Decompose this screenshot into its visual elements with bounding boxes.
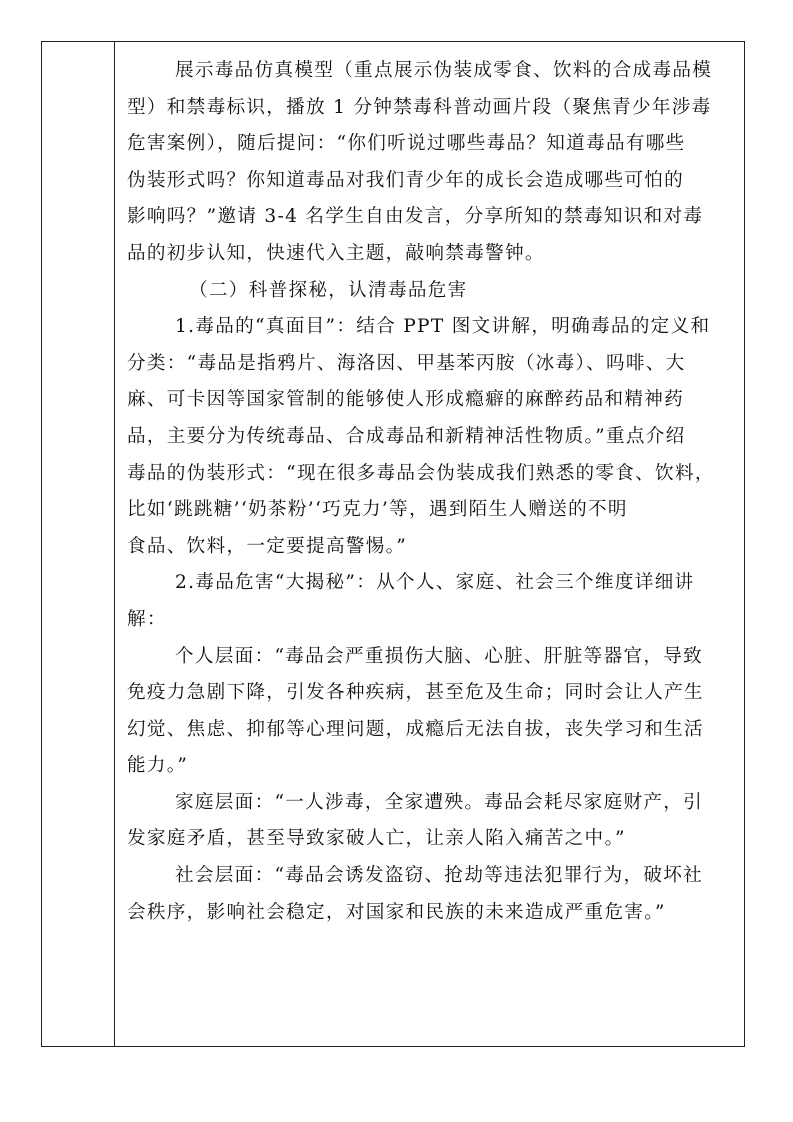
text-line: 分类：“毒品是指鸦片、海洛因、甲基苯丙胺（冰毒）、吗啡、大 xyxy=(127,352,686,374)
text-line: 会秩序，影响社会稳定，对国家和民族的未来造成严重危害。” xyxy=(127,901,666,923)
text-line: 品，主要分为传统毒品、合成毒品和新精神活性物质。”重点介绍 xyxy=(127,425,686,447)
text-line: 家庭层面：“一人涉毒，全家遭殃。毒品会耗尽家庭财产，引 xyxy=(175,791,704,813)
text-line: 能力。” xyxy=(127,755,189,777)
text-line: 解： xyxy=(127,608,167,630)
table-label-cell xyxy=(42,42,115,1046)
text-line: 幻觉、焦虑、抑郁等心理问题，成瘾后无法自拔，丧失学习和生活 xyxy=(127,718,704,740)
text-line: 2.毒品危害“大揭秘”：从个人、家庭、社会三个维度详细讲 xyxy=(175,572,695,594)
text-line: 个人层面：“毒品会严重损伤大脑、心脏、肝脏等器官，导致 xyxy=(175,645,704,667)
text-line: 社会层面：“毒品会诱发盗窃、抢劫等违法犯罪行为，破坏社 xyxy=(175,865,704,887)
table-content-cell xyxy=(115,42,744,1046)
text-line: 1.毒品的“真面目”：结合 PPT 图文讲解，明确毒品的定义和 xyxy=(175,316,711,338)
text-line: 麻、可卡因等国家管制的能够使人形成瘾癖的麻醉药品和精神药 xyxy=(127,389,685,411)
section-heading: （二）科普探秘，认清毒品危害 xyxy=(189,279,468,301)
text-line: 型）和禁毒标识，播放 1 分钟禁毒科普动画片段（聚焦青少年涉毒 xyxy=(127,96,712,118)
text-line: 影响吗？”邀请 3-4 名学生自由发言，分享所知的禁毒知识和对毒 xyxy=(127,206,704,228)
text-line: 比如‘跳跳糖’‘奶茶粉’‘巧克力’等，遇到陌生人赠送的不明 xyxy=(127,499,628,521)
text-line: 展示毒品仿真模型（重点展示伪装成零食、饮料的合成毒品模 xyxy=(175,60,713,81)
content-table xyxy=(41,41,745,1047)
text-line: 发家庭矛盾，甚至导致家破人亡，让亲人陷入痛苦之中。” xyxy=(127,828,626,850)
text-line: 食品、饮料，一定要提高警惕。” xyxy=(127,535,408,557)
text-line: 品的初步认知，快速代入主题，敲响禁毒警钟。 xyxy=(127,242,545,264)
text-line: 毒品的伪装形式：“现在很多毒品会伪装成我们熟悉的零食、饮料， xyxy=(127,462,715,484)
text-line: 免疫力急剧下降，引发各种疾病，甚至危及生命；同时会让人产生 xyxy=(127,682,704,704)
text-line: 危害案例），随后提问：“你们听说过哪些毒品？知道毒品有哪些 xyxy=(127,133,686,155)
text-line: 伪装形式吗？你知道毒品对我们青少年的成长会造成哪些可怕的 xyxy=(127,169,685,191)
